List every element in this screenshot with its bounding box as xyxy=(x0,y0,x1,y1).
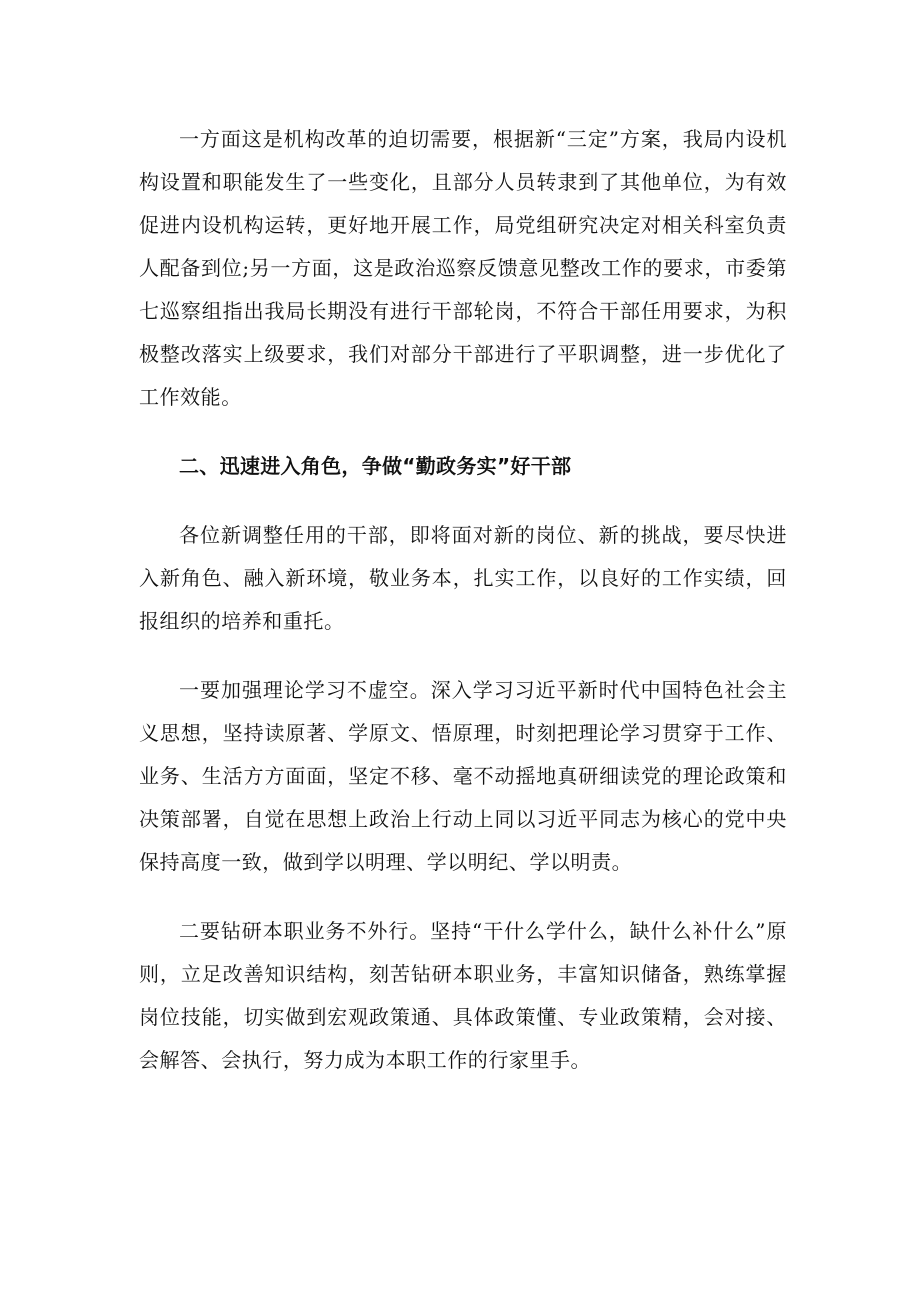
document-body xyxy=(139,118,787,1108)
paragraph-professional-skills: 二要钻研本职业务不外行。坚持“干什么学什么，缺什么补什么”原则，立足改善知识结构，刻苦钻研本职业务，丰富知识储备，熟练掌握岗位技能，切实做到宏观政策通、具体政策懂、专业政策精，会对接、会解答、会执行，努力成为本职工作的行家里手。 xyxy=(139,919,787,1072)
section-heading-two: 二、迅速进入角色，争做“勤政务实”好干部 xyxy=(179,454,572,478)
paragraph-new-roles: 各位新调整任用的干部，即将面对新的岗位、新的挑战，要尽快进入新角色、融入新环境，敬业务本，扎实工作，以良好的工作实绩，回报组织的培养和重托。 xyxy=(139,523,787,633)
paragraph-reform-needs: 一方面这是机构改革的迫切需要，根据新“三定”方案，我局内设机构设置和职能发生了一些变化，且部分人员转隶到了其他单位，为有效促进内设机构运转，更好地开展工作，局党组研究决定对相关科室负责人配备到位;另一方面，这是政治巡察反馈意见整改工作的要求，市委第七巡察组指出我局长期没有进行干部轮岗，不符合干部任用要求，为积极整改落实上级要求，我们对部分干部进行了平职调整，进一步优化了工作效能。 xyxy=(139,127,787,409)
paragraph-theory-study: 一要加强理论学习不虚空。深入学习习近平新时代中国特色社会主义思想，坚持读原著、学原文、悟原理，时刻把理论学习贯穿于工作、业务、生活方方面面，坚定不移、毫不动摇地真研细读党的理论政策和决策部署，自觉在思想上政治上行动上同以习近平同志为核心的党中央保持高度一致，做到学以明理、学以明纪、学以明责。 xyxy=(139,678,787,874)
